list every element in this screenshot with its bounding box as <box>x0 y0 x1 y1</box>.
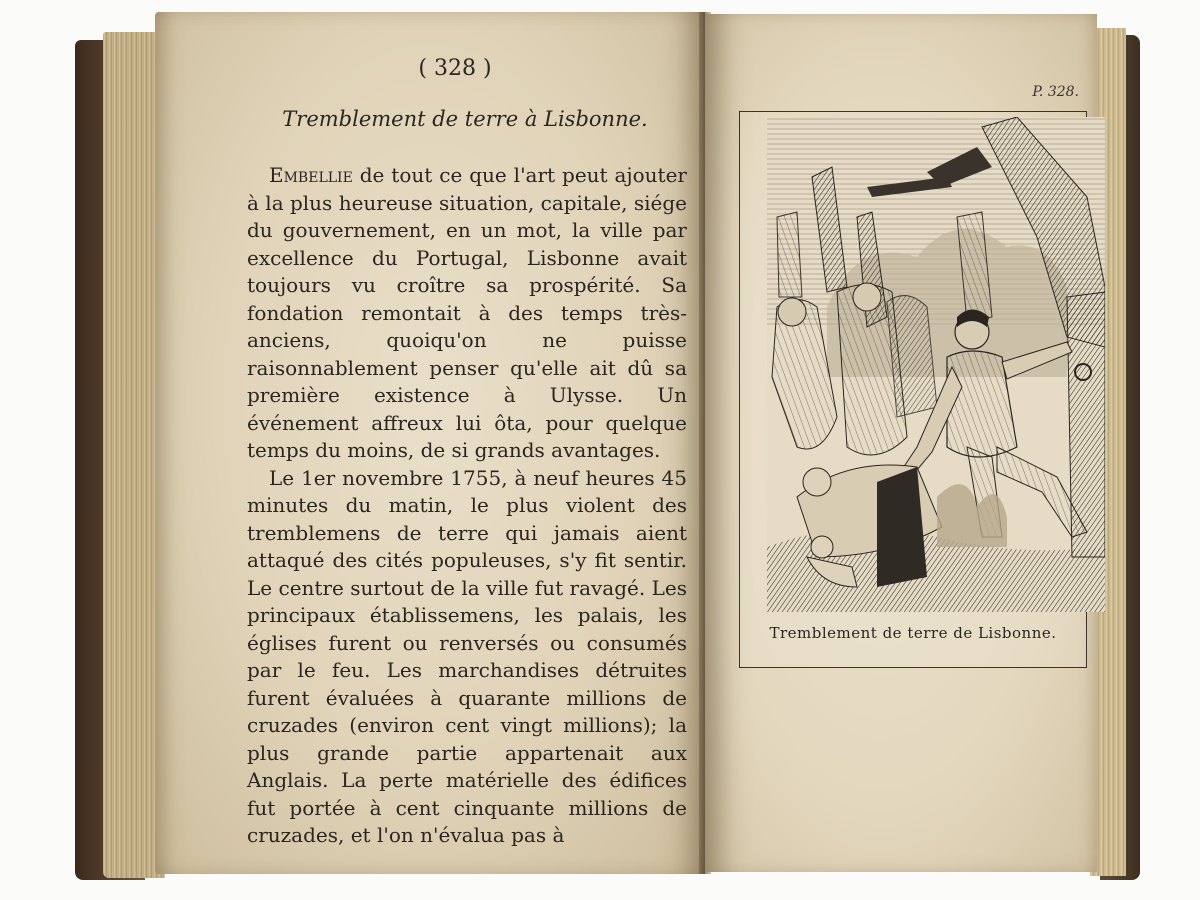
paragraph-2-text: novembre 1755, à neuf heures 45 minutes du matin, le plus violent des tremblemens de terre qui jamais aient attaqué des cités populeuses, s'y fit sentir. Le centre surtout de la ville fut ravagé. Les principaux établissemens, les palais, les églises furent ou renversés ou consumés par le feu. Les marchandises détruites furent évaluées à quarante millions de cruzades (environ cent vingt millions); la plus grande partie appartenait aux Anglais. La perte matérielle des édifices fut portée à cent cinquante millions de cruzades, et l'on n'évalua pas à <box>247 465 687 847</box>
page-number: ( 328 ) <box>418 56 492 81</box>
paragraph-2-lead: Le 1er <box>269 465 336 490</box>
paragraph-1 <box>247 162 687 465</box>
section-title: Tremblement de terre à Lisbonne. <box>282 107 648 131</box>
plate-caption: Tremblement de terre de Lisbonne. <box>769 624 1057 642</box>
paragraph-1-lead: Embellie <box>269 163 353 187</box>
plate-reference: P. 328. <box>1032 84 1079 100</box>
right-page <box>705 14 1097 872</box>
open-book <box>75 10 1140 880</box>
body-text <box>247 162 687 850</box>
engraving-plate <box>739 111 1087 668</box>
left-page <box>155 12 705 874</box>
paragraph-2 <box>247 465 687 850</box>
earthquake-engraving <box>767 117 1105 612</box>
paragraph-1-text: de tout ce que l'art peut ajouter à la plus heureuse situation, capitale, siége du gouvernement, en un mot, la ville par excellence du Portugal, Lisbonne avait toujours vu croître sa prospérité. Sa fondation remontait à des temps très-anciens, quoiqu'on ne puisse raisonnablement penser qu'elle ait dû sa première existence à Ulysse. Un événement affreux lui ôta, pour quelque temps du moins, de si grands avantages. <box>247 163 687 462</box>
